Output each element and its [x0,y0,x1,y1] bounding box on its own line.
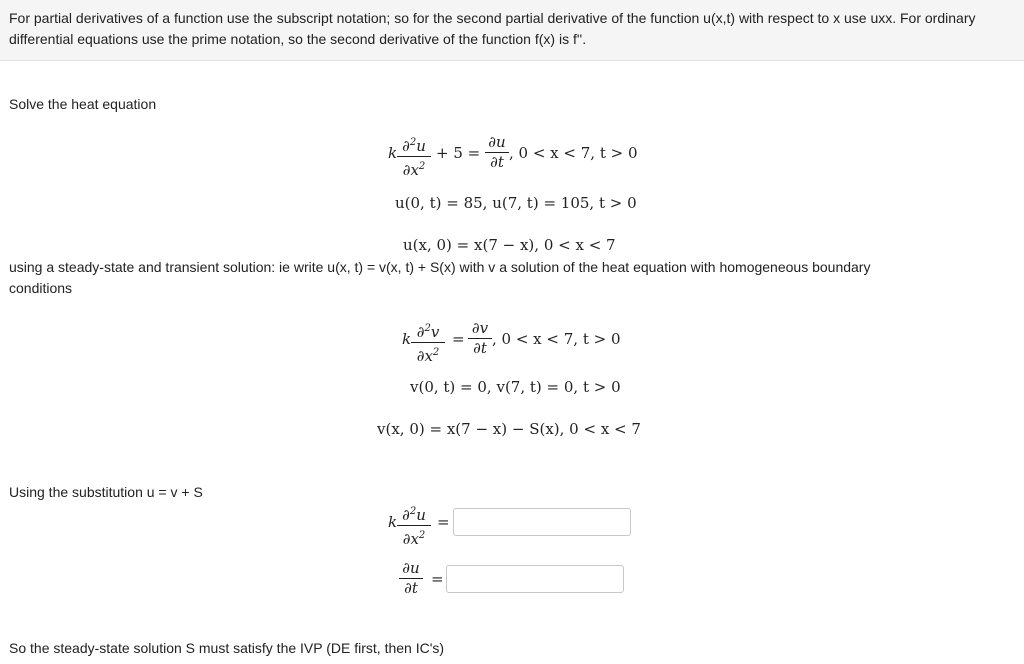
sub-ut-equals: = [431,570,444,588]
pde-uxx-fraction: ∂$^2$u $\partial x^2$ [397,134,431,179]
substitution-label: Using the substitution u = v + S [9,484,203,500]
boundary-conditions-u: u(0, t) = 85, u(7, t) = 105, t > 0 [395,194,637,212]
initial-condition-v: v(x, 0) = x(7 − x) − S(x), 0 < x < 7 [377,420,641,438]
pde-domain: , 0 < x < 7, t > 0 [509,144,638,162]
sub-uxx-fraction: ∂$^2$u $\partial x^2$ [397,503,431,548]
pde2-vt-fraction: ∂v ∂t [468,320,492,357]
pde2-vxx-fraction: ∂$^2$v $\partial x^2$ [411,320,445,365]
pde2-k-symbol: k [402,330,412,348]
instructions-panel [0,0,1024,61]
problem-heading: Solve the heat equation [9,96,157,112]
ut-answer-field[interactable] [446,565,624,593]
pde-k-symbol: k [388,144,398,162]
method-description [9,257,1009,299]
boundary-conditions-v: v(0, t) = 0, v(7, t) = 0, t > 0 [410,378,621,396]
sub-ut-fraction: ∂u ∂t [399,560,423,597]
steady-state-text: So the steady-state solution S must satisfy the IVP (DE first, then IC's) [9,640,445,656]
uxx-answer-field[interactable] [453,508,631,536]
method-line-2: conditions [9,280,73,296]
method-line-1: using a steady-state and transient solution: ie write u(x, t) = v(x, t) + S(x) with v a solution of the heat equation with homogeneous boundary [9,259,871,275]
sub-k-symbol: k [388,513,398,531]
instructions-text: For partial derivatives of a function use the subscript notation; so for the second partial derivative of the function u(x,t) with respect to x use uxx. For ordinary differential equations use the prime notation, so the second derivative of the function f(x) is f''. [9,10,976,47]
pde-plus-five: + 5 = [436,144,481,162]
initial-condition-u: u(x, 0) = x(7 − x), 0 < x < 7 [403,236,616,254]
pde2-domain: , 0 < x < 7, t > 0 [492,330,621,348]
pde-ut-fraction: ∂u ∂t [485,134,509,171]
pde2-equals: = [452,330,465,348]
sub-uxx-equals: = [437,513,450,531]
